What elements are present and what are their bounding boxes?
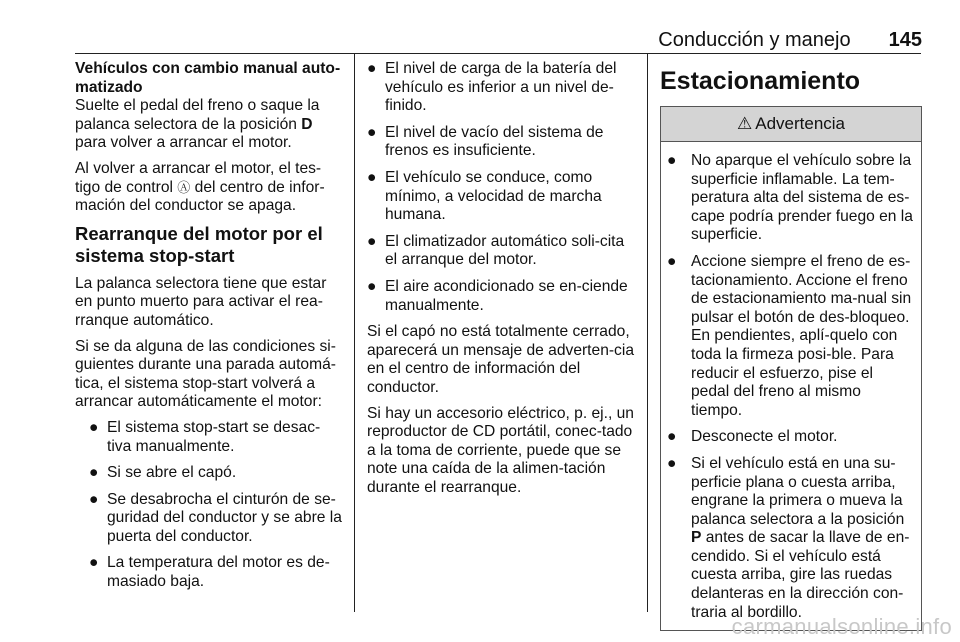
section-heading-restart: Rearranque del motor por el sistema stop-start [75,222,323,266]
bullet-icon: ● [667,152,677,169]
list-item [667,428,915,447]
list-item [367,60,635,116]
list-item [367,278,635,315]
column-3 [660,60,922,631]
bullet-icon: ● [367,123,377,141]
warning-box [660,106,922,631]
list-item [89,419,343,456]
column-divider-2 [647,54,648,612]
list-item-text: El nivel de vacío del sistema de frenos es insuficiente. [385,123,604,160]
list-item [89,491,343,547]
text: Suelte el pedal del freno o saque la palanca selectora de la posición [75,97,320,133]
paragraph: Si hay un accesorio eléctrico, p. ej., un reproductor de CD portátil, conec-tado a la toma de corriente, puede que se note una caída de la alimen-tación durante el rearranque. [367,404,634,496]
paragraph: La palanca selectora tiene que estar en punto muerto para activar el rea-rranque automático. [75,274,327,329]
paragraph: Si se da alguna de las condiciones si-guientes durante una parada automá-tica, el sistema stop-start volverá a arrancar automáticamente el motor: [75,337,336,411]
list-item-text: No aparque el vehículo sobre la superficie inflamable. La tem-peratura alta del sistema de es-cape podría prender fuego en la superficie. [691,152,913,244]
list-item-text: El climatizador automático soli-cita el arranque del motor. [385,232,625,269]
list-item [89,464,343,483]
conditions-list [75,419,343,592]
list-item [367,124,635,161]
conditions-list-continued [367,60,635,315]
list-item-text: antes de sacar la llave de en-cendido. Si el vehículo está cuesta arriba, gire las ruedas delanteras en la dirección con-traria al bordillo. [691,529,910,621]
bullet-icon: ● [367,168,377,186]
bullet-icon: ● [667,252,677,270]
paragraph [75,97,343,153]
list-item-text: Accione siempre el freno de es-tacionamiento. Accione el freno de estacionamiento ma-nual sin pulsar el botón de des-bloqueo. En pendientes, aplí-quelo con toda la firmeza posi-ble. Para reducir el esfuerzo, pise el pedal del freno al mismo tiempo. [691,252,912,419]
gear-position-p: P [691,529,702,547]
list-item [367,233,635,270]
header-rule [75,53,921,54]
warning-triangle-icon: ⚠ [736,113,753,133]
list-item-text: El vehículo se conduce, como mínimo, a velocidad de marcha humana. [385,168,602,224]
column-2 [367,60,635,504]
paragraph [75,160,343,216]
text: para volver a arrancar el motor. [75,134,292,152]
list-item-text: Si el vehículo está en una su-perficie plana o cuesta arriba, engrane la primera o mueva la palanca selectora a la posición [691,454,905,528]
list-item [89,554,343,591]
warning-list [661,142,921,622]
bullet-icon: ● [89,464,99,482]
warning-header [661,107,921,142]
text: del centro de infor-mación del conductor se apaga. [75,178,325,215]
bullet-icon: ● [367,60,377,77]
list-item [667,253,915,420]
list-item [667,152,915,245]
section-heading-parking: Estacionamiento [660,67,861,95]
list-item-text: El sistema stop-start se desac-tiva manualmente. [107,418,321,455]
section-title: Conducción y manejo [658,29,851,51]
list-item-text: El aire acondicionado se en-ciende manualmente. [385,277,628,314]
list-item-text: Se desabrocha el cinturón de se-guridad del conductor y se abre la puerta del conductor. [107,490,342,545]
bullet-icon: ● [89,490,99,508]
column-divider-1 [354,54,355,612]
gear-position-d: D [301,115,313,133]
page-header [75,26,922,52]
bullet-icon: ● [89,418,99,436]
bullet-icon: ● [667,454,677,472]
bullet-icon: ● [667,428,677,446]
subheading-manual-transmission: Vehículos con cambio manual auto-matizado [75,60,341,96]
list-item [667,455,915,622]
list-item-text: Si se abre el capó. [107,464,237,482]
text: Al volver a arrancar el motor, el tes-tigo de control [75,159,322,196]
bullet-icon: ● [89,554,99,572]
bullet-icon: ● [367,232,377,250]
list-item-text: La temperatura del motor es de-masiado baja. [107,554,330,591]
watermark: carmanualsonline.info [731,614,952,639]
column-1 [75,60,343,600]
list-item-text: El nivel de carga de la batería del vehículo es inferior a un nivel de-finido. [385,60,617,115]
list-item [367,169,635,225]
warning-title: Advertencia [755,113,846,133]
autostop-indicator-icon: Ⓐ [177,179,191,195]
list-item-text: Desconecte el motor. [691,428,838,446]
bullet-icon: ● [367,277,377,295]
paragraph: Si el capó no está totalmente cerrado, aparecerá un mensaje de adverten-cia en el centro de información del conductor. [367,323,634,396]
page-number: 145 [888,29,922,51]
